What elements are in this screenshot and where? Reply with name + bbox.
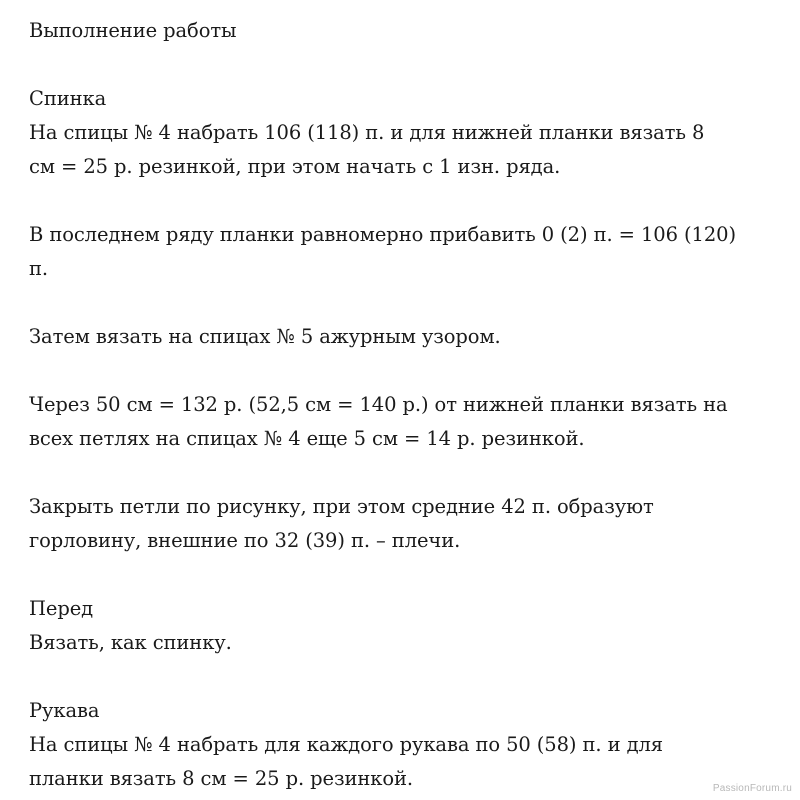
back-paragraph-5-line-2: горловину, внешние по 32 (39) п. – плечи. [29, 529, 461, 552]
back-paragraph-1-line-1: На спицы № 4 набрать 106 (118) п. и для нижней планки вязать 8 [29, 121, 705, 144]
section-heading-front: Перед [29, 597, 94, 620]
back-paragraph-2-line-2: п. [29, 257, 48, 280]
back-paragraph-5-line-1: Закрыть петли по рисунку, при этом средние 42 п. образуют [29, 495, 654, 518]
spacer [29, 48, 789, 82]
back-paragraph-4-line-1: Через 50 см = 132 р. (52,5 см = 140 р.) от нижней планки вязать на [29, 393, 728, 416]
back-paragraph-1-line-2: см = 25 р. резинкой, при этом начать с 1 изн. ряда. [29, 155, 561, 178]
sleeves-paragraph-1-line-1: На спицы № 4 набрать для каждого рукава по 50 (58) п. и для [29, 733, 664, 756]
front-paragraph-1-line-1: Вязать, как спинку. [29, 631, 232, 654]
spacer [29, 184, 789, 218]
back-paragraph-2-line-1: В последнем ряду планки равномерно прибавить 0 (2) п. = 106 (120) [29, 223, 736, 246]
document-page [29, 14, 789, 796]
spacer [29, 286, 789, 320]
section-heading-back: Спинка [29, 87, 107, 110]
section-heading-sleeves: Рукава [29, 699, 100, 722]
back-paragraph-4-line-2: всех петлях на спицах № 4 еще 5 см = 14 р. резинкой. [29, 427, 585, 450]
watermark: PassionForum.ru [712, 783, 792, 794]
sleeves-paragraph-1-line-2: планки вязать 8 см = 25 р. резинкой. [29, 767, 414, 790]
back-paragraph-3-line-1: Затем вязать на спицах № 5 ажурным узором. [29, 325, 501, 348]
spacer [29, 456, 789, 490]
spacer [29, 558, 789, 592]
spacer [29, 660, 789, 694]
spacer [29, 354, 789, 388]
document-title: Выполнение работы [29, 19, 237, 42]
